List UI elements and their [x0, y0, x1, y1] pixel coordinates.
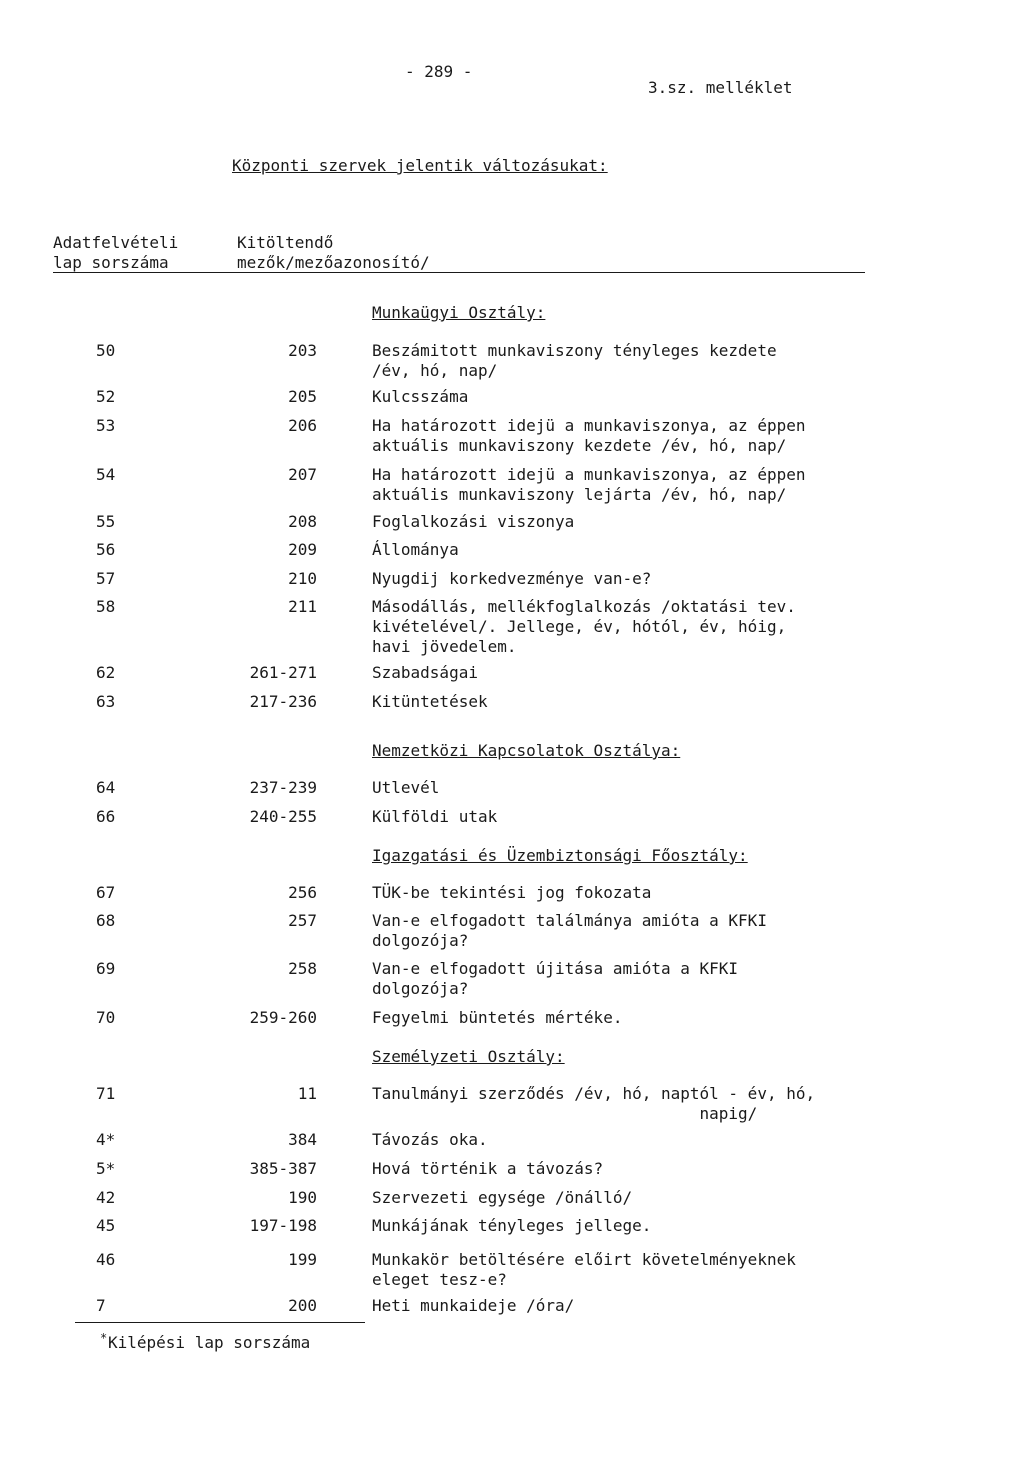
- lap-number: 69: [96, 959, 116, 978]
- section-title: Személyzeti Osztály:: [372, 1047, 565, 1066]
- header-rule: [53, 272, 865, 273]
- field-id: 384: [288, 1130, 317, 1149]
- field-id: 237-239: [249, 778, 317, 797]
- footnote-text: Kilépési lap sorszáma: [108, 1333, 311, 1352]
- lap-number: 71: [96, 1084, 116, 1103]
- lap-number: 50: [96, 341, 116, 360]
- lap-number: 66: [96, 807, 116, 826]
- field-id: 385-387: [249, 1159, 317, 1178]
- field-description: Van-e elfogadott újitása amióta a KFKI dolgozója?: [372, 959, 739, 998]
- field-id: 257: [288, 911, 317, 930]
- field-description: Ha határozott idejü a munkaviszonya, az éppen aktuális munkaviszony kezdete /év, hó, nap/: [372, 416, 806, 455]
- column-header-lap-line1: Adatfelvételi: [53, 233, 179, 252]
- field-id: 199: [288, 1250, 317, 1269]
- field-id: 200: [288, 1296, 317, 1315]
- lap-number: 56: [96, 540, 116, 559]
- field-id: 210: [288, 569, 317, 588]
- field-id: 11: [297, 1084, 317, 1103]
- lap-number: 70: [96, 1008, 116, 1027]
- footnote-rule: [75, 1322, 365, 1323]
- field-description: Munkakör betöltésére előirt követelményeknek eleget tesz-e?: [372, 1250, 796, 1289]
- field-id: 208: [288, 512, 317, 531]
- field-description: Távozás oka.: [372, 1130, 488, 1149]
- field-description: Ha határozott idejü a munkaviszonya, az éppen aktuális munkaviszony lejárta /év, hó, nap/: [372, 465, 806, 504]
- section-title: Igazgatási és Üzembiztonsági Főosztály:: [372, 846, 748, 865]
- lap-number: 7: [96, 1296, 106, 1315]
- field-description: Tanulmányi szerződés /év, hó, naptól - év, hó, napig/: [372, 1084, 816, 1123]
- section-title: Munkaügyi Osztály:: [372, 303, 546, 322]
- field-id: 209: [288, 540, 317, 559]
- field-description: Másodállás, mellékfoglalkozás /oktatási tev. kivételével/. Jellege, év, hótól, év, hóig, havi jövedelem.: [372, 597, 796, 656]
- lap-number: 54: [96, 465, 116, 484]
- lap-number: 57: [96, 569, 116, 588]
- field-id: 217-236: [249, 692, 317, 711]
- lap-number: 5*: [96, 1159, 116, 1178]
- column-header-mezo-line1: Kitöltendő: [237, 233, 334, 252]
- field-id: 203: [288, 341, 317, 360]
- column-header-mezo-line2: mezők/mezőazonosító/: [237, 253, 430, 272]
- lap-number: 4*: [96, 1130, 116, 1149]
- field-description: Fegyelmi büntetés mértéke.: [372, 1008, 623, 1027]
- lap-number: 53: [96, 416, 116, 435]
- lap-number: 52: [96, 387, 116, 406]
- appendix-label: 3.sz. melléklet: [648, 78, 793, 97]
- field-description: Foglalkozási viszonya: [372, 512, 575, 531]
- lap-number: 68: [96, 911, 116, 930]
- field-id: 240-255: [249, 807, 317, 826]
- lap-number: 46: [96, 1250, 116, 1269]
- field-id: 206: [288, 416, 317, 435]
- field-id: 205: [288, 387, 317, 406]
- field-id: 259-260: [249, 1008, 317, 1027]
- field-description: Kitüntetések: [372, 692, 488, 711]
- document-title: Központi szervek jelentik változásukat:: [232, 156, 608, 175]
- field-description: Külföldi utak: [372, 807, 498, 826]
- field-id: 258: [288, 959, 317, 978]
- field-description: Heti munkaideje /óra/: [372, 1296, 575, 1315]
- field-description: Utlevél: [372, 778, 440, 797]
- field-description: Hová történik a távozás?: [372, 1159, 604, 1178]
- field-description: Állománya: [372, 540, 459, 559]
- field-id: 211: [288, 597, 317, 616]
- column-header-lap-line2: lap sorszáma: [53, 253, 169, 272]
- lap-number: 63: [96, 692, 116, 711]
- lap-number: 58: [96, 597, 116, 616]
- field-id: 207: [288, 465, 317, 484]
- field-description: Kulcsszáma: [372, 387, 469, 406]
- field-description: Van-e elfogadott találmánya amióta a KFKI dolgozója?: [372, 911, 767, 950]
- field-description: Szabadságai: [372, 663, 478, 682]
- page-number: - 289 -: [405, 62, 473, 81]
- footnote-mark: *: [100, 1331, 108, 1345]
- lap-number: 67: [96, 883, 116, 902]
- field-id: 256: [288, 883, 317, 902]
- section-title: Nemzetközi Kapcsolatok Osztálya:: [372, 741, 681, 760]
- field-description: Szervezeti egysége /önálló/: [372, 1188, 633, 1207]
- field-id: 197-198: [249, 1216, 317, 1235]
- lap-number: 55: [96, 512, 116, 531]
- field-id: 190: [288, 1188, 317, 1207]
- lap-number: 45: [96, 1216, 116, 1235]
- field-description: Beszámitott munkaviszony tényleges kezdete /év, hó, nap/: [372, 341, 777, 380]
- field-description: Nyugdij korkedvezménye van-e?: [372, 569, 652, 588]
- lap-number: 64: [96, 778, 116, 797]
- field-id: 261-271: [249, 663, 317, 682]
- field-description: TÜK-be tekintési jog fokozata: [372, 883, 652, 902]
- field-description: Munkájának tényleges jellege.: [372, 1216, 652, 1235]
- lap-number: 42: [96, 1188, 116, 1207]
- lap-number: 62: [96, 663, 116, 682]
